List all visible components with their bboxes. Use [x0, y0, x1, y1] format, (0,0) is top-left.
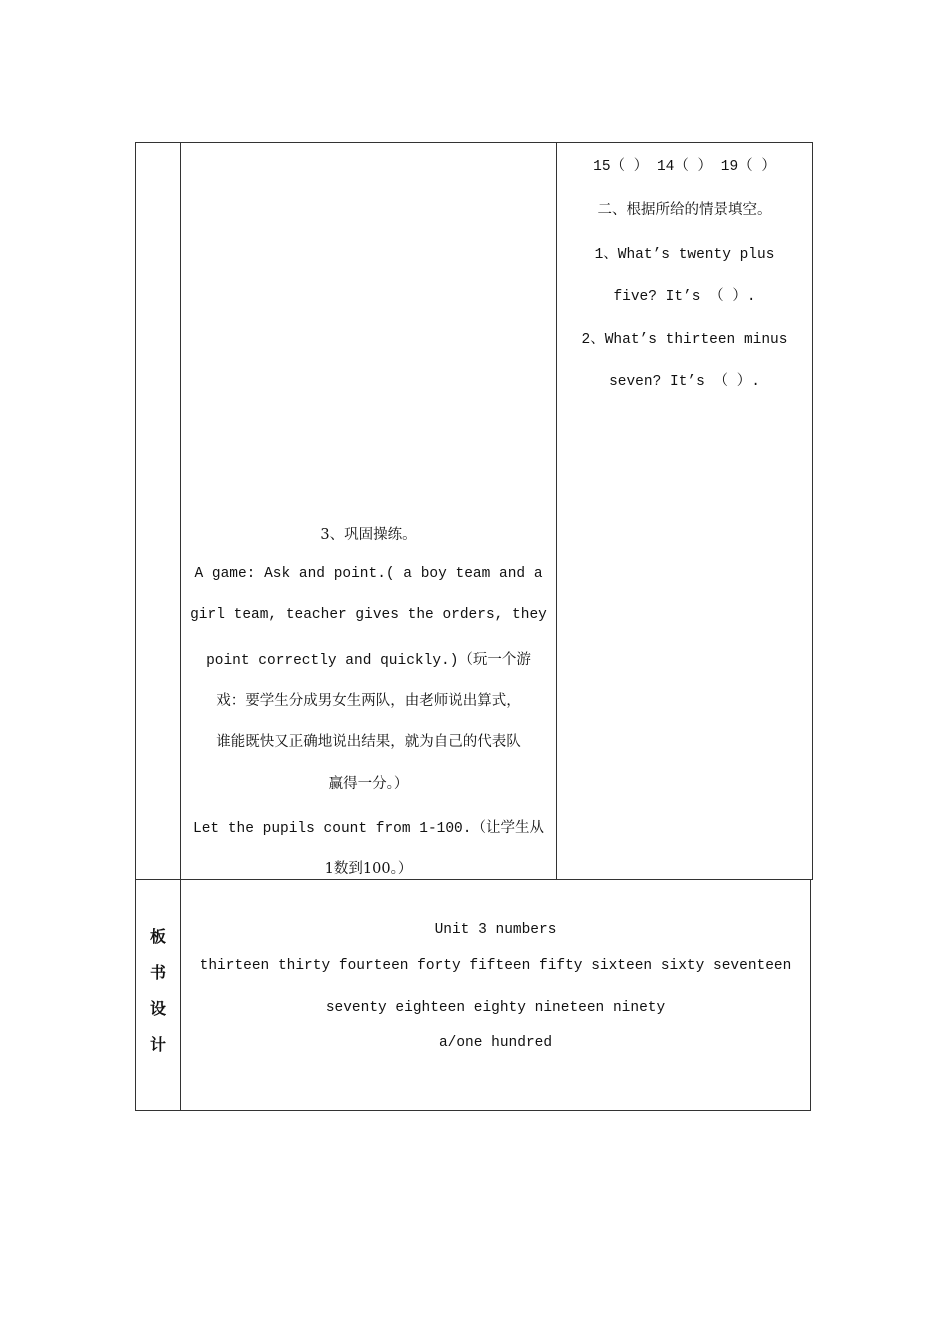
game-line-3: point correctly and quickly.)（玩一个游 — [206, 653, 531, 669]
board-row-content-cell — [180, 879, 811, 1111]
top-row-middle-cell — [180, 142, 557, 880]
game-line-5: 谁能既快又正确地说出结果，就为自己的代表队 — [216, 734, 521, 750]
section-title: 二、根据所给的情景填空。 — [597, 202, 772, 218]
step-title: 3、巩固操练。 — [320, 527, 417, 543]
board-label-char-3: 设 — [149, 999, 166, 1018]
board-label-char-1: 板 — [149, 927, 166, 946]
board-title: Unit 3 numbers — [434, 922, 557, 938]
game-line-1: A game: Ask and point.( a boy team and a — [194, 566, 543, 582]
board-label-char-2: 书 — [149, 963, 166, 982]
count-line-2: 1数到100。） — [324, 861, 413, 877]
board-words-line-2: seventy eighteen eighty nineteen ninety — [325, 1000, 666, 1016]
question-1-line-2: five? It’s （ ）. — [613, 289, 756, 305]
board-label-char-4: 计 — [149, 1035, 166, 1054]
game-line-4: 戏：要学生分成男女生两队，由老师说出算式， — [216, 693, 521, 709]
score-line: 15（ ） 14（ ） 19（ ） — [593, 159, 776, 175]
game-line-2: girl team, teacher gives the orders, they — [190, 607, 547, 623]
board-row-label-cell — [135, 879, 181, 1111]
question-2-line-1: 2、What’s thirteen minus — [581, 332, 788, 348]
count-line-1: Let the pupils count from 1-100.（让学生从 — [193, 821, 544, 837]
game-line-6: 赢得一分。） — [328, 776, 409, 792]
board-words-line-3: a/one hundred — [438, 1035, 553, 1051]
top-row-label-cell — [135, 142, 181, 880]
board-words-line-1: thirteen thirty fourteen forty fifteen fifty sixteen sixty seventeen — [199, 958, 792, 974]
question-1-line-1: 1、What’s twenty plus — [594, 247, 775, 263]
question-2-line-2: seven? It’s （ ）. — [609, 374, 760, 390]
